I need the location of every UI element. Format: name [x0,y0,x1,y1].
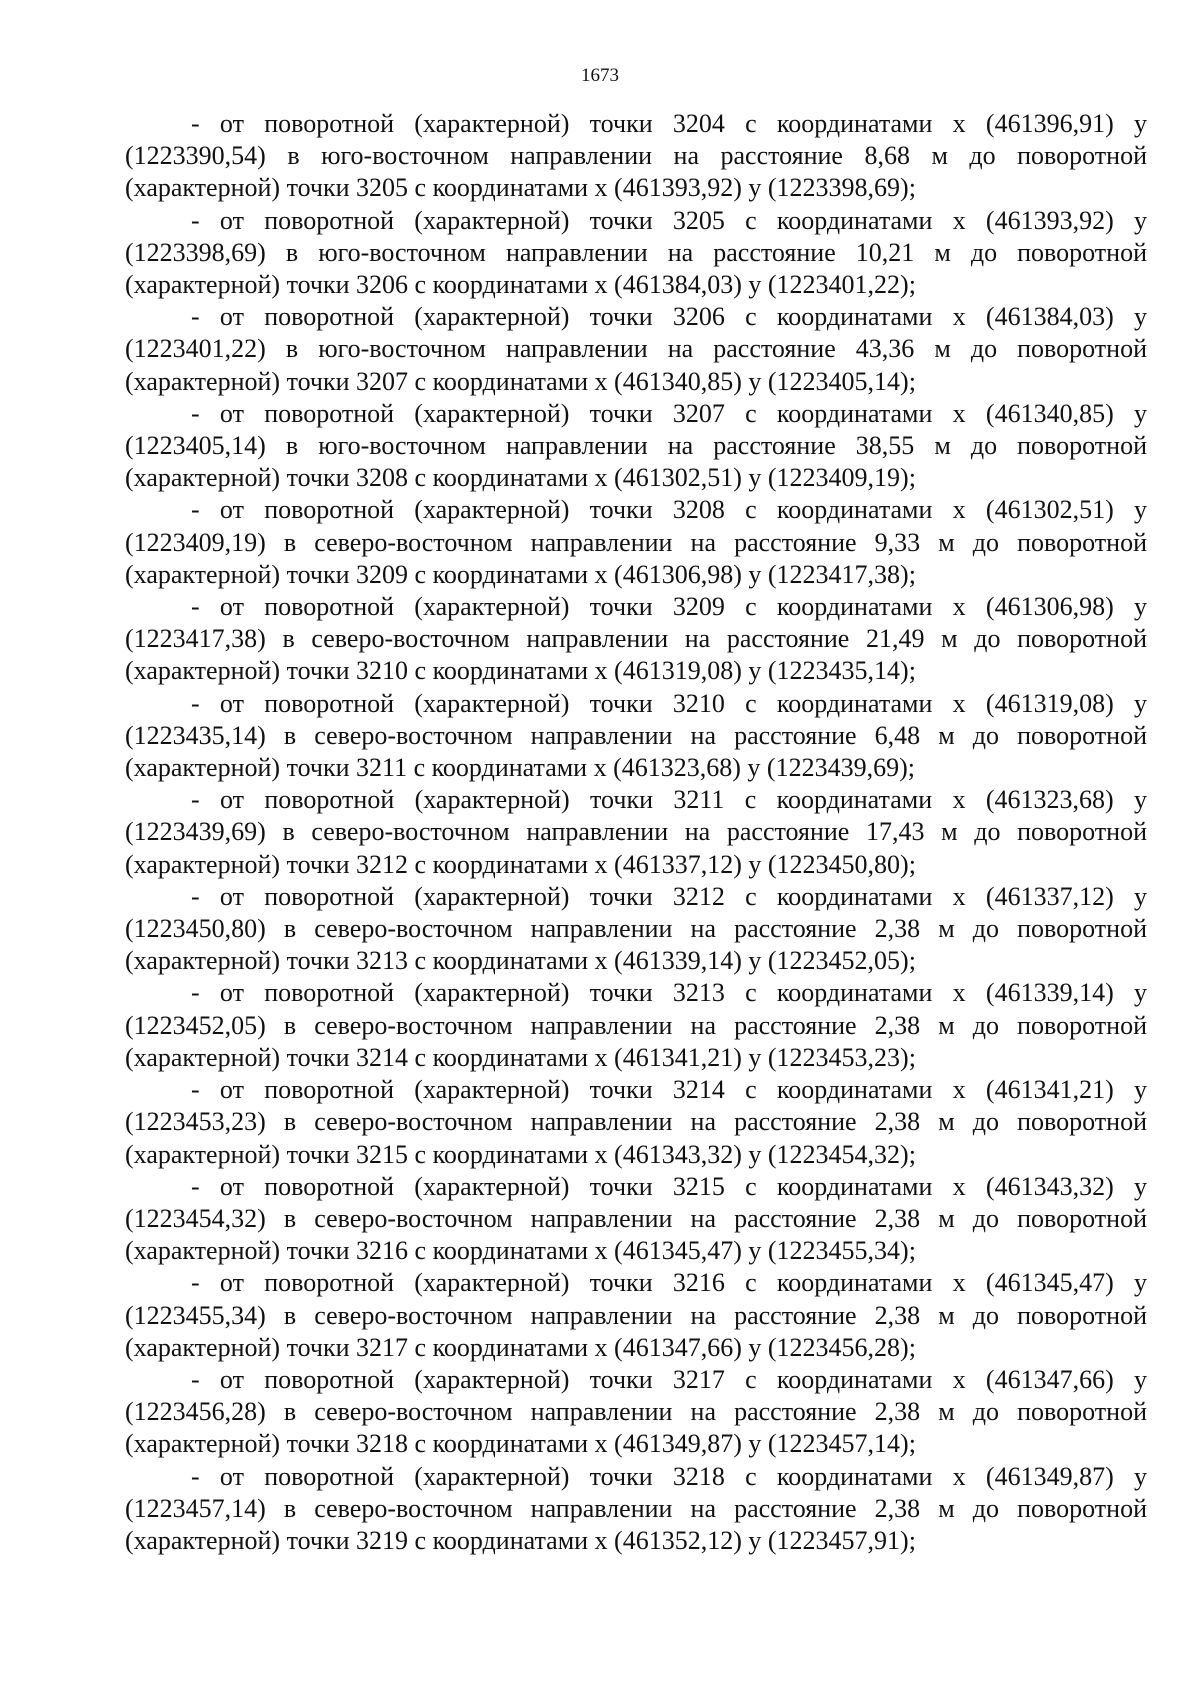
boundary-segment-paragraph: - от поворотной (характерной) точки 3213 с координатами x (461339,14) y (1223452,05) в северо-восточном направлении на расстояние 2,38 м до поворотной (характерной) точки 3214 с координатами x (461341,21) y (1223453,23); [125,978,1147,1072]
boundary-segment-paragraph: - от поворотной (характерной) точки 3204 с координатами x (461396,91) y (1223390,54) в юго-восточном направлении на расстояние 8,68 м до поворотной (характерной) точки 3205 с координатами x (461393,92) y (1223398,69); [125,109,1147,203]
boundary-segment-paragraph: - от поворотной (характерной) точки 3205 с координатами x (461393,92) y (1223398,69) в юго-восточном направлении на расстояние 10,21 м до поворотной (характерной) точки 3206 с координатами x (461384,03) y (1223401,22); [125,205,1147,300]
boundary-segment-paragraph: - от поворотной (характерной) точки 3212 с координатами x (461337,12) y (1223450,80) в северо-восточном направлении на расстояние 2,38 м до поворотной (характерной) точки 3213 с координатами x (461339,14) y (1223452,05); [125,881,1147,976]
boundary-segment-paragraph: - от поворотной (характерной) точки 3215 с координатами x (461343,32) y (1223454,32) в северо-восточном направлении на расстояние 2,38 м до поворотной (характерной) точки 3216 с координатами x (461345,47) y (1223455,34); [125,1171,1147,1266]
document-body [125,108,1147,1557]
boundary-segment-paragraph: - от поворотной (характерной) точки 3214 с координатами x (461341,21) y (1223453,23) в северо-восточном направлении на расстояние 2,38 м до поворотной (характерной) точки 3215 с координатами x (461343,32) y (1223454,32); [125,1075,1147,1169]
boundary-segment-paragraph: - от поворотной (характерной) точки 3206 с координатами x (461384,03) y (1223401,22) в юго-восточном направлении на расстояние 43,36 м до поворотной (характерной) точки 3207 с координатами x (461340,85) y (1223405,14); [125,302,1147,396]
boundary-segment-paragraph: - от поворотной (характерной) точки 3207 с координатами x (461340,85) y (1223405,14) в юго-восточном направлении на расстояние 38,55 м до поворотной (характерной) точки 3208 с координатами x (461302,51) y (1223409,19); [125,398,1147,493]
boundary-segment-paragraph: - от поворотной (характерной) точки 3218 с координатами x (461349,87) y (1223457,14) в северо-восточном направлении на расстояние 2,38 м до поворотной (характерной) точки 3219 с координатами x (461352,12) y (1223457,91); [125,1461,1147,1555]
boundary-segment-paragraph: - от поворотной (характерной) точки 3217 с координатами x (461347,66) y (1223456,28) в северо-восточном направлении на расстояние 2,38 м до поворотной (характерной) точки 3218 с координатами x (461349,87) y (1223457,14); [125,1364,1147,1459]
page-number: 1673 [581,65,619,86]
boundary-segment-paragraph: - от поворотной (характерной) точки 3211 с координатами x (461323,68) y (1223439,69) в северо-восточном направлении на расстояние 17,43 м до поворотной (характерной) точки 3212 с координатами x (461337,12) y (1223450,80); [125,785,1147,879]
boundary-segment-paragraph: - от поворотной (характерной) точки 3208 с координатами x (461302,51) y (1223409,19) в северо-восточном направлении на расстояние 9,33 м до поворотной (характерной) точки 3209 с координатами x (461306,98) y (1223417,38); [125,495,1147,589]
boundary-segment-paragraph: - от поворотной (характерной) точки 3210 с координатами x (461319,08) y (1223435,14) в северо-восточном направлении на расстояние 6,48 м до поворотной (характерной) точки 3211 с координатами x (461323,68) y (1223439,69); [125,688,1147,783]
boundary-segment-paragraph: - от поворотной (характерной) точки 3209 с координатами x (461306,98) y (1223417,38) в северо-восточном направлении на расстояние 21,49 м до поворотной (характерной) точки 3210 с координатами x (461319,08) y (1223435,14); [125,592,1147,686]
boundary-segment-paragraph: - от поворотной (характерной) точки 3216 с координатами x (461345,47) y (1223455,34) в северо-восточном направлении на расстояние 2,38 м до поворотной (характерной) точки 3217 с координатами x (461347,66) y (1223456,28); [125,1268,1147,1362]
